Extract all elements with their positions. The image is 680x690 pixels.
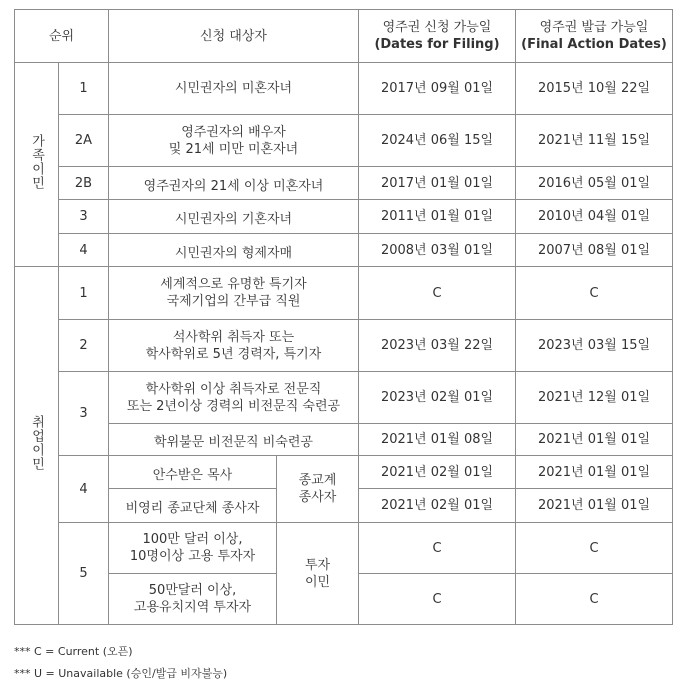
table-row	[15, 115, 673, 167]
applicant-line: 학사학위로 5년 경력자, 특기자	[145, 346, 322, 362]
footnote-unavailable: *** U = Unavailable (승인/발급 비자불능)	[14, 667, 228, 680]
applicant-cell	[109, 489, 277, 523]
rank-cell: 2A	[59, 115, 109, 167]
applicant-line: 또는 2년이상 경력의 비전문직 숙련공	[126, 398, 341, 414]
rank-cell: 2	[59, 320, 109, 372]
filing-date: 2021년 02월 01일	[359, 456, 516, 489]
applicant-cell	[109, 115, 359, 167]
table-row	[15, 456, 673, 489]
category-family	[15, 63, 59, 267]
group-line: 이민	[304, 574, 331, 590]
final-date: 2021년 12월 01일	[516, 372, 673, 424]
rank-cell: 5	[59, 523, 109, 625]
filing-date: 2017년 09월 01일	[359, 63, 516, 115]
applicant-line: 세계적으로 유명한 특기자	[160, 277, 307, 292]
rank-cell: 1	[59, 267, 109, 320]
final-date: 2021년 01월 01일	[516, 456, 673, 489]
final-date: C	[516, 523, 673, 574]
filing-date: 2023년 02월 01일	[359, 372, 516, 424]
applicant-line: 국제기업의 간부급 직원	[166, 294, 301, 309]
final-date: 2021년 01월 01일	[516, 489, 673, 523]
applicant-line: 시민권자의 기혼자녀	[174, 212, 293, 227]
applicant-line: 영주권자의 배우자	[181, 124, 286, 140]
final-date: 2007년 08월 01일	[516, 234, 673, 267]
final-date: 2016년 05월 01일	[516, 167, 673, 200]
applicant-line: 비영리 종교단체 종사자	[125, 501, 260, 516]
applicant-cell	[109, 456, 277, 489]
header-rank: 순위	[15, 10, 109, 63]
table-row	[15, 424, 673, 456]
final-date: 2010년 04월 01일	[516, 200, 673, 234]
filing-date: 2021년 02월 01일	[359, 489, 516, 523]
applicant-line: 100만 달러 이상,	[142, 532, 243, 547]
rank-cell: 4	[59, 234, 109, 267]
group-line: 종교계	[298, 473, 337, 488]
applicant-cell	[109, 267, 359, 320]
rank-cell: 3	[59, 200, 109, 234]
applicant-line: 영주권자의 21세 이상 미혼자녀	[143, 178, 324, 194]
header-final	[516, 10, 673, 63]
category-family-label: 가족이민	[29, 134, 44, 190]
applicant-cell	[109, 320, 359, 372]
visa-bulletin-table	[14, 9, 673, 625]
table-row	[15, 234, 673, 267]
final-date: 2023년 03월 15일	[516, 320, 673, 372]
table-row	[15, 200, 673, 234]
final-date: 2021년 11월 15일	[516, 115, 673, 167]
final-date: C	[516, 574, 673, 625]
applicant-cell	[109, 234, 359, 267]
category-employment	[15, 267, 59, 625]
table-row	[15, 63, 673, 115]
applicant-line: 50만달러 이상,	[148, 583, 237, 598]
rank-cell: 3	[59, 372, 109, 456]
table-row	[15, 167, 673, 200]
filing-date: C	[359, 574, 516, 625]
filing-date: 2021년 01월 08일	[359, 424, 516, 456]
final-date: C	[516, 267, 673, 320]
header-filing-en: (Dates for Filing)	[374, 37, 500, 52]
applicant-cell	[109, 523, 277, 574]
applicant-line: 및 21세 미만 미혼자녀	[168, 141, 299, 157]
applicant-line: 석사학위 취득자 또는	[172, 329, 295, 345]
final-date: 2015년 10월 22일	[516, 63, 673, 115]
applicant-line: 학위불문 비전문직 비숙련공	[154, 435, 313, 450]
applicant-cell: 시민권자의 미혼자녀	[109, 63, 359, 115]
rank-cell: 2B	[59, 167, 109, 200]
rank-cell: 4	[59, 456, 109, 523]
applicant-cell	[109, 200, 359, 234]
applicant-cell	[109, 167, 359, 200]
category-employment-label: 취업이민	[29, 415, 44, 471]
filing-date: 2017년 01월 01일	[359, 167, 516, 200]
final-date: 2021년 01월 01일	[516, 424, 673, 456]
group-cell-investor	[277, 523, 359, 625]
filing-date: 2008년 03월 01일	[359, 234, 516, 267]
applicant-cell	[109, 372, 359, 424]
table-row	[15, 320, 673, 372]
header-filing-ko: 영주권 신청 가능일	[382, 20, 492, 35]
footnotes	[14, 641, 227, 685]
footnote-current: *** C = Current (오픈)	[14, 645, 133, 658]
header-final-en: (Final Action Dates)	[521, 37, 667, 52]
header-row	[15, 10, 673, 63]
filing-date: 2023년 03월 22일	[359, 320, 516, 372]
group-cell-religious	[277, 456, 359, 523]
filing-date: 2024년 06월 15일	[359, 115, 516, 167]
table-row	[15, 372, 673, 424]
rank-cell: 1	[59, 63, 109, 115]
group-line: 종사자	[298, 490, 337, 505]
table-row	[15, 523, 673, 574]
applicant-line: 고용유치지역 투자자	[133, 600, 252, 615]
header-final-ko: 영주권 발급 가능일	[539, 20, 649, 35]
applicant-line: 안수받은 목사	[152, 467, 233, 483]
filing-date: C	[359, 267, 516, 320]
applicant-line: 10명이상 고용 투자자	[129, 549, 256, 564]
applicant-line: 시민권자의 형제자매	[174, 245, 293, 261]
header-filing	[359, 10, 516, 63]
header-applicant: 신청 대상자	[109, 10, 359, 63]
table-row	[15, 267, 673, 320]
applicant-cell	[109, 574, 277, 625]
applicant-line: 학사학위 이상 취득자로 전문직	[145, 381, 322, 397]
filing-date: 2011년 01월 01일	[359, 200, 516, 234]
group-line: 투자	[304, 557, 331, 573]
filing-date: C	[359, 523, 516, 574]
applicant-cell	[109, 424, 359, 456]
